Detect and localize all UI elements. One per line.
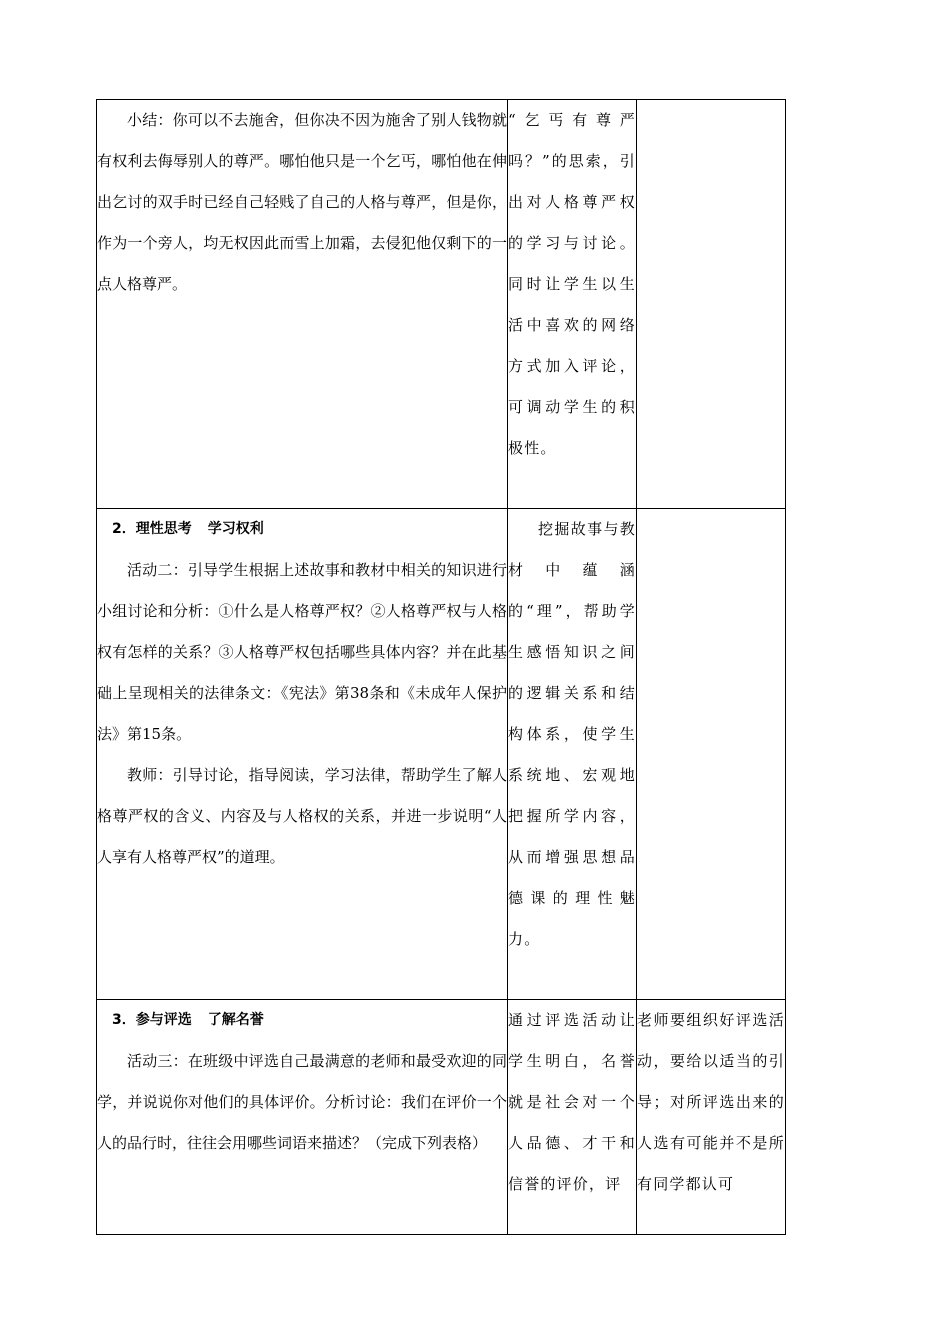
design-intent-cell <box>508 1000 637 1235</box>
table-row <box>97 509 786 1000</box>
teaching-process-cell <box>97 1000 508 1235</box>
summary-paragraph: 小结：你可以不去施舍，但你决不因为施舍了别人钱物就有权利去侮辱别人的尊严。哪怕他只是一个乞丐，哪怕他在伸出乞讨的双手时已经自己轻贱了自己的人格与尊严，但是你，作为一个旁人，均无权因此而雪上加霜，去侵犯他仅剩下的一点人格尊严。 <box>97 111 507 293</box>
notes-text: 老师要组织好评选活动，要给以适当的引导；对所评选出来的人选有可能并不是所有同学都认可 <box>637 1011 785 1193</box>
teaching-process-cell <box>97 100 508 509</box>
design-intent-text: 挖掘故事与教材中蕴涵的“理”，帮助学生感悟知识之间的逻辑关系和结构体系，使学生系统地、宏观地把握所学内容，从而增强思想品德课的理性魅力。 <box>508 520 636 948</box>
section-number: 2．理性思考 <box>112 521 192 537</box>
section-title: 了解名誉 <box>207 1012 264 1028</box>
teaching-process-cell <box>97 509 508 1000</box>
design-intent-cell <box>508 509 637 1000</box>
notes-cell <box>637 1000 786 1235</box>
teacher-paragraph: 教师：引导讨论，指导阅读，学习法律，帮助学生了解人格尊严权的含义、内容及与人格权的关系，并进一步说明“人人享有人格尊严权”的道理。 <box>97 766 507 866</box>
section-heading <box>97 1000 507 1041</box>
lesson-plan-table <box>96 99 786 1235</box>
section-title: 学习权利 <box>207 521 264 537</box>
section-number: 3．参与评选 <box>112 1012 192 1028</box>
table-row <box>97 1000 786 1235</box>
design-intent-cell <box>508 100 637 509</box>
section-heading <box>97 509 507 550</box>
activity-paragraph: 活动二：引导学生根据上述故事和教材中相关的知识进行小组讨论和分析：①什么是人格尊严权？②人格尊严权与人格权有怎样的关系？③人格尊严权包括哪些具体内容？并在此基础上呈现相关的法律条文：《宪法》第38条和《未成年人保护法》第15条。 <box>97 561 507 743</box>
notes-cell <box>637 509 786 1000</box>
design-intent-text: 通过评选活动让学生明白，名誉就是社会对一个人品德、才干和信誉的评价，评 <box>508 1011 636 1193</box>
notes-cell <box>637 100 786 509</box>
design-intent-text: “乞丐有尊严吗？”的思索，引出对人格尊严权的学习与讨论。同时让学生以生活中喜欢的网络方式加入评论，可调动学生的积极性。 <box>508 111 636 457</box>
table-row <box>97 100 786 509</box>
activity-paragraph: 活动三：在班级中评选自己最满意的老师和最受欢迎的同学，并说说你对他们的具体评价。分析讨论：我们在评价一个人的品行时，往往会用哪些词语来描述？（完成下列表格） <box>97 1052 507 1152</box>
